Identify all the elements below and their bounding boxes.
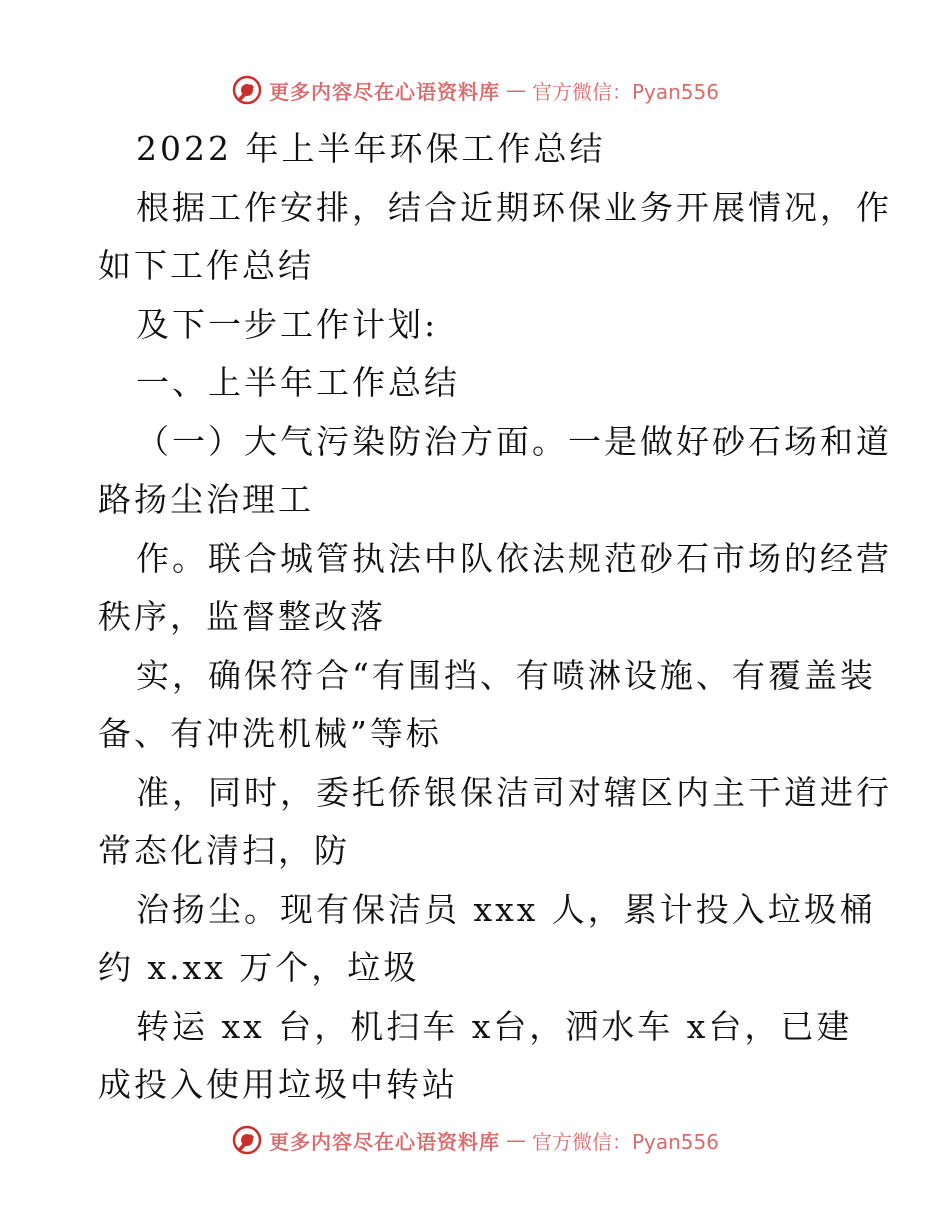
watermark-contact-text: 官方微信：Pyan556: [531, 1129, 719, 1154]
watermark-separator: —: [505, 1128, 526, 1152]
paragraph-line: 根据工作安排，结合近期环保业务开展情况，作: [136, 187, 892, 227]
watermark-site-text: 更多内容尽在心语资料库: [268, 1129, 500, 1154]
pen-logo-icon: [231, 74, 263, 106]
paragraph-line: 如下工作总结: [98, 246, 314, 285]
paragraph-line: 转运 xx 台，机扫车 x台，洒水车 x台，已建: [136, 1006, 853, 1046]
paragraph-line: 及下一步工作计划:: [136, 304, 439, 344]
pen-logo-icon: [231, 1124, 263, 1156]
paragraph-line: 常态化清扫，防: [98, 831, 350, 870]
paragraph-line: 秩序，监督整改落: [98, 597, 386, 636]
paragraph-line: （一）大气污染防治方面。一是做好砂石场和道: [136, 421, 892, 461]
paragraph-line: 成投入使用垃圾中转站: [98, 1065, 458, 1104]
watermark-banner-bottom: [0, 1120, 950, 1160]
watermark-contact-text: 官方微信：Pyan556: [531, 79, 719, 104]
paragraph-line: 约 x.xx 万个，垃圾: [98, 948, 420, 987]
document-body: [98, 120, 892, 1115]
paragraph-line: 实，确保符合“有围挡、有喷淋设施、有覆盖装: [136, 655, 876, 695]
watermark-separator: —: [505, 78, 526, 102]
paragraph-line: 作。联合城管执法中队依法规范砂石市场的经营: [136, 538, 892, 578]
document-title: 2022 年上半年环保工作总结: [136, 129, 606, 168]
watermark-banner-top: [0, 70, 950, 110]
paragraph-line: 备、有冲洗机械”等标: [98, 714, 442, 753]
paragraph-line: 路扬尘治理工: [98, 480, 314, 519]
section-heading: 一、上半年工作总结: [136, 363, 460, 402]
watermark-site-text: 更多内容尽在心语资料库: [268, 79, 500, 104]
paragraph-line: 治扬尘。现有保洁员 xxx 人，累计投入垃圾桶: [136, 889, 876, 929]
paragraph-line: 准，同时，委托侨银保洁司对辖区内主干道进行: [136, 772, 892, 812]
